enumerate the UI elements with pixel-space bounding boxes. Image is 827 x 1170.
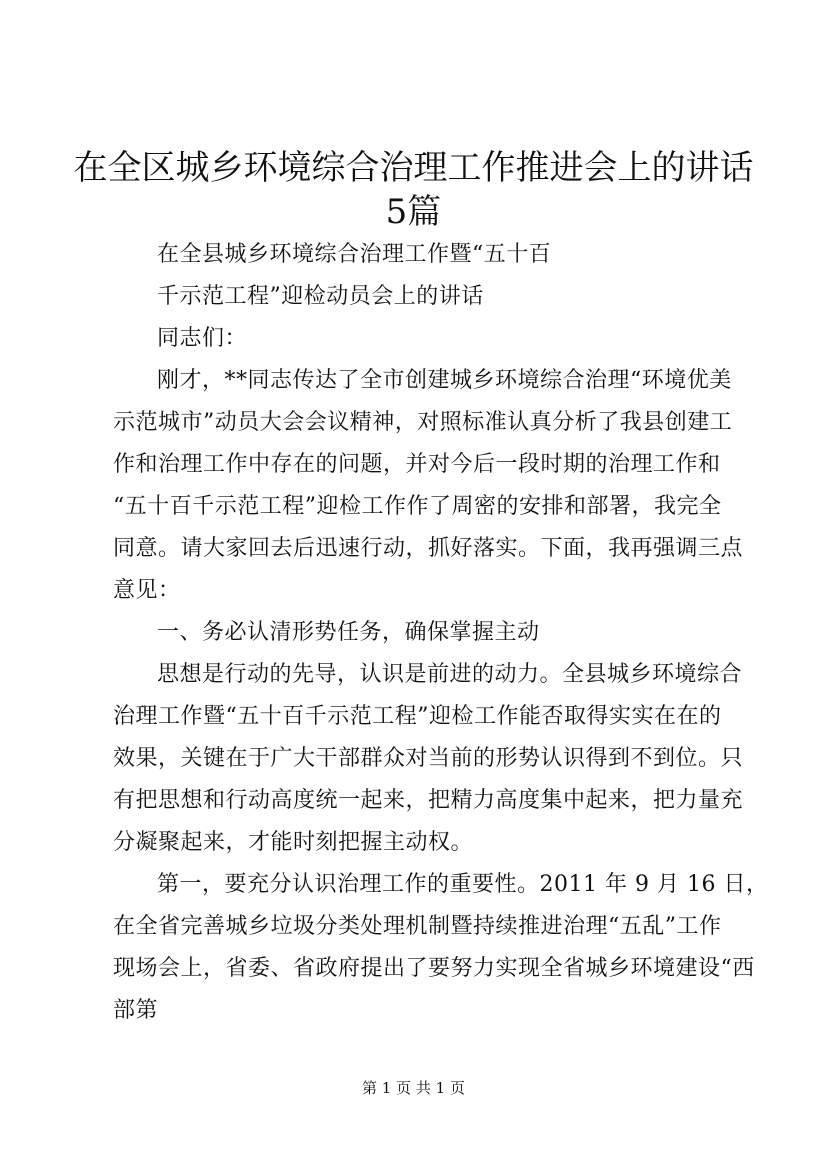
paragraph-line: “五十百千示范工程”迎检工作作了周密的安排和部署，我完全 xyxy=(113,494,722,519)
paragraph-line: 刚才，**同志传达了全市创建城乡环境综合治理“环境优美 xyxy=(157,368,732,393)
page-number-footer: 第 1 页 共 1 页 xyxy=(362,1079,465,1097)
paragraph-line: 思想是行动的先导，认识是前进的动力。全县城乡环境综合 xyxy=(157,662,743,687)
paragraph-line: 作和治理工作中存在的问题，并对今后一段时期的治理工作和 xyxy=(113,452,721,477)
paragraph-line: 在全省完善城乡垃圾分类处理机制暨持续推进治理“五乱”工作 xyxy=(113,914,722,939)
paragraph-line: 意见： xyxy=(113,578,181,603)
document-title-line-1: 在全区城乡环境综合治理工作推进会上的讲话 xyxy=(73,148,754,188)
paragraph-line: 效果，关键在于广大干部群众对当前的形势认识得到不到位。只 xyxy=(113,746,744,771)
paragraph-line: 现场会上，省委、省政府提出了要努力实现全省城乡环境建设“西 xyxy=(113,956,755,981)
section-heading: 一、务必认清形势任务，确保掌握主动 xyxy=(157,620,540,645)
paragraph-line: 有把思想和行动高度统一起来，把精力高度集中起来，把力量充 xyxy=(113,788,744,813)
subtitle-line-2: 千示范工程”迎检动员会上的讲话 xyxy=(157,284,484,309)
paragraph-line: 同意。请大家回去后迅速行动，抓好落实。下面，我再强调三点 xyxy=(113,536,744,561)
subtitle-line-1: 在全县城乡环境综合治理工作暨“五十百 xyxy=(157,242,552,267)
paragraph-line: 分凝聚起来，才能时刻把握主动权。 xyxy=(113,830,474,855)
paragraph-line: 治理工作暨“五十百千示范工程”迎检工作能否取得实实在在的 xyxy=(113,704,722,729)
paragraph-line: 示范城市”动员大会会议精神，对照标准认真分析了我县创建工 xyxy=(113,410,733,435)
salutation: 同志们： xyxy=(157,326,248,351)
paragraph-line: 第一，要充分认识治理工作的重要性。2011 年 9 月 16 日， xyxy=(157,872,769,897)
document-title-line-2: 5篇 xyxy=(385,192,442,232)
paragraph-line: 部第 xyxy=(113,998,159,1023)
